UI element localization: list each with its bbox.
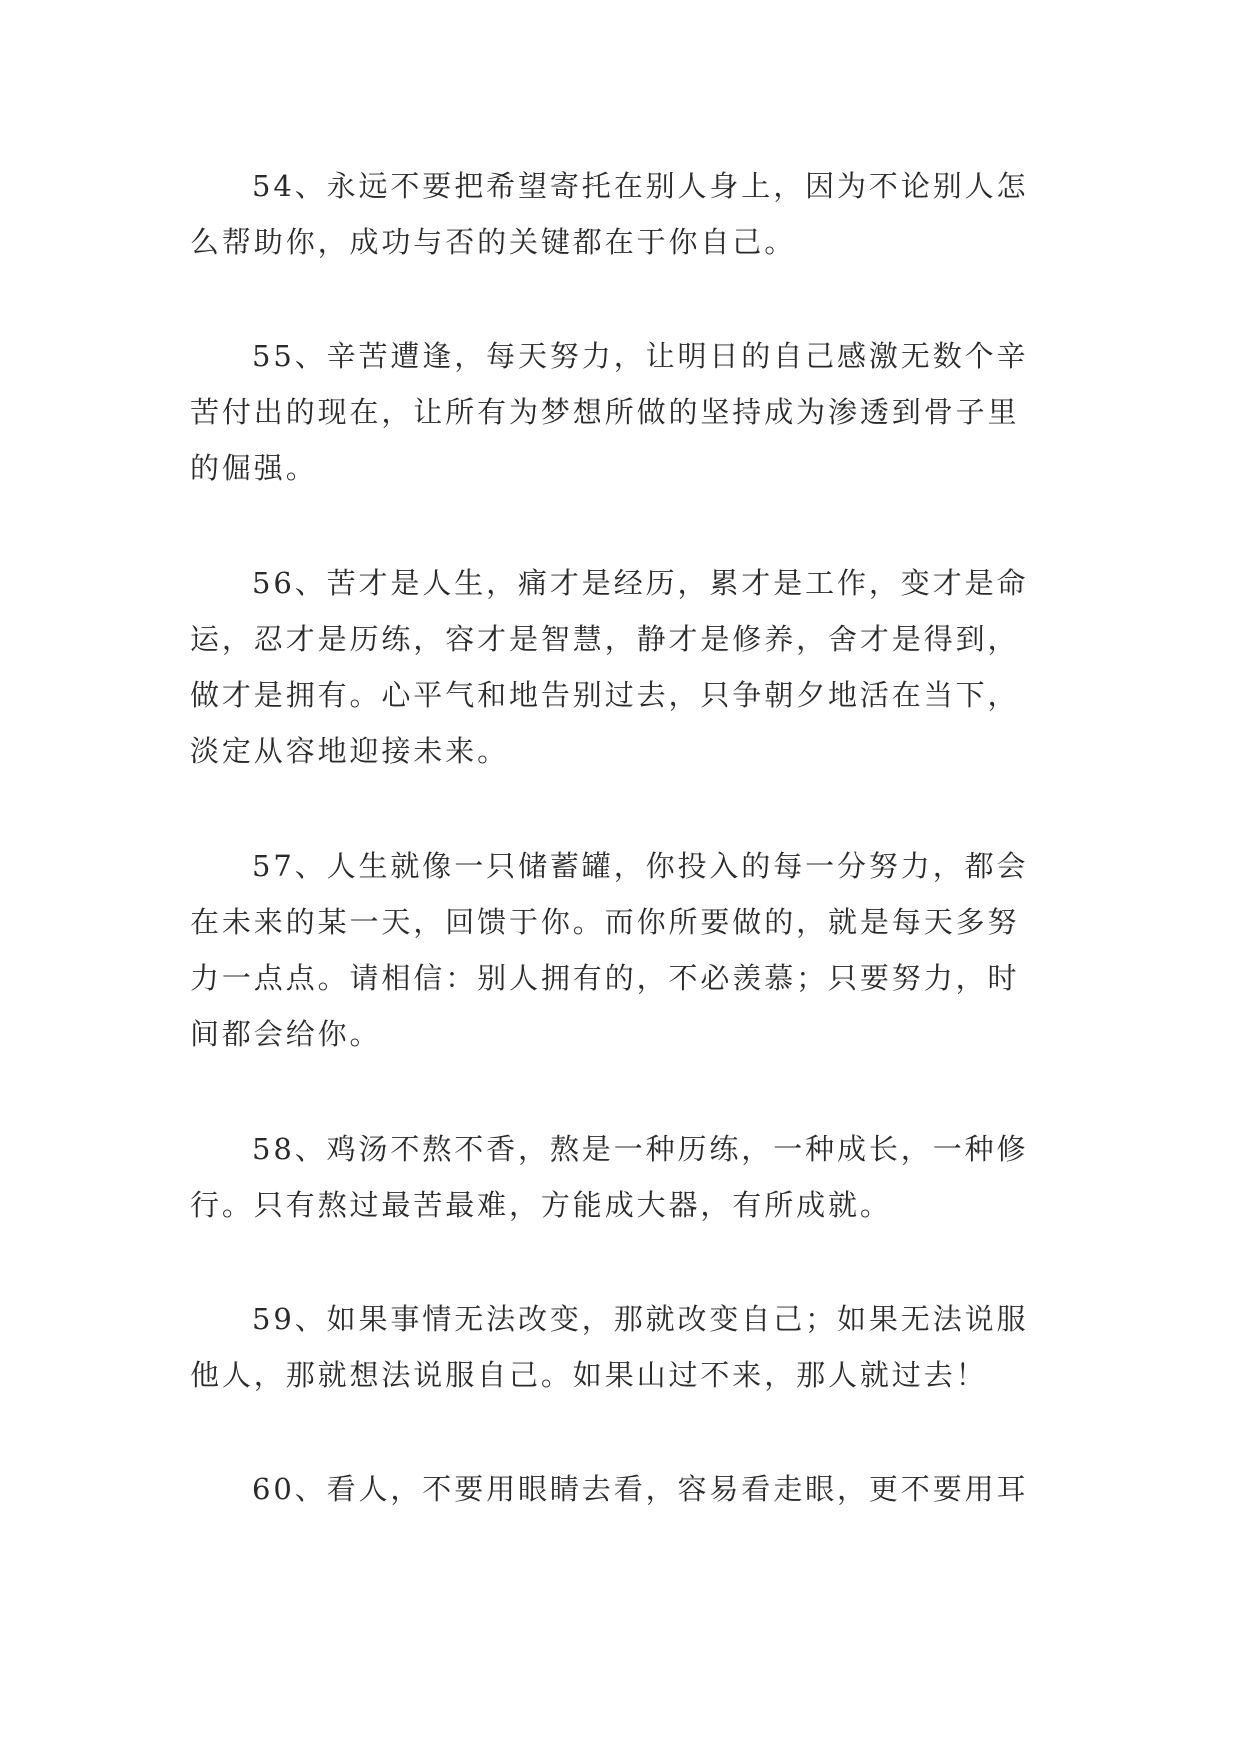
paragraph-line: 力一点点。请相信：别人拥有的，不必羡慕；只要努力，时 [190,961,1020,995]
paragraph-line: 运，忍才是历练，容才是智慧，静才是修养，舍才是得到， [190,622,1020,656]
paragraph-line: 59、如果事情无法改变，那就改变自己；如果无法说服 [252,1302,1029,1336]
paragraph-line: 55、辛苦遭逢，每天努力，让明日的自己感激无数个辛 [252,339,1029,373]
paragraph-line: 做才是拥有。心平气和地告别过去，只争朝夕地活在当下， [190,678,1020,712]
paragraph-line: 54、永远不要把希望寄托在别人身上，因为不论别人怎 [252,169,1029,203]
paragraph-line: 么帮助你，成功与否的关键都在于你自己。 [190,225,797,259]
paragraph-line: 58、鸡汤不熬不香，熬是一种历练，一种成长，一种修 [252,1132,1029,1166]
paragraph-line: 间都会给你。 [190,1017,382,1051]
paragraph-line: 56、苦才是人生，痛才是经历，累才是工作，变才是命 [252,566,1029,600]
paragraph-line: 60、看人，不要用眼睛去看，容易看走眼，更不要用耳 [252,1472,1029,1506]
paragraph-line: 的倔强。 [190,451,318,485]
paragraph-line: 他人，那就想法说服自己。如果山过不来，那人就过去！ [190,1358,988,1392]
paragraph-line: 苦付出的现在，让所有为梦想所做的坚持成为渗透到骨子里 [190,395,1020,429]
paragraph-line: 行。只有熬过最苦最难，方能成大器，有所成就。 [190,1188,892,1222]
paragraph-line: 淡定从容地迎接未来。 [190,734,510,768]
paragraph-line: 57、人生就像一只储蓄罐，你投入的每一分努力，都会 [252,849,1029,883]
paragraph-line: 在未来的某一天，回馈于你。而你所要做的，就是每天多努 [190,905,1020,939]
